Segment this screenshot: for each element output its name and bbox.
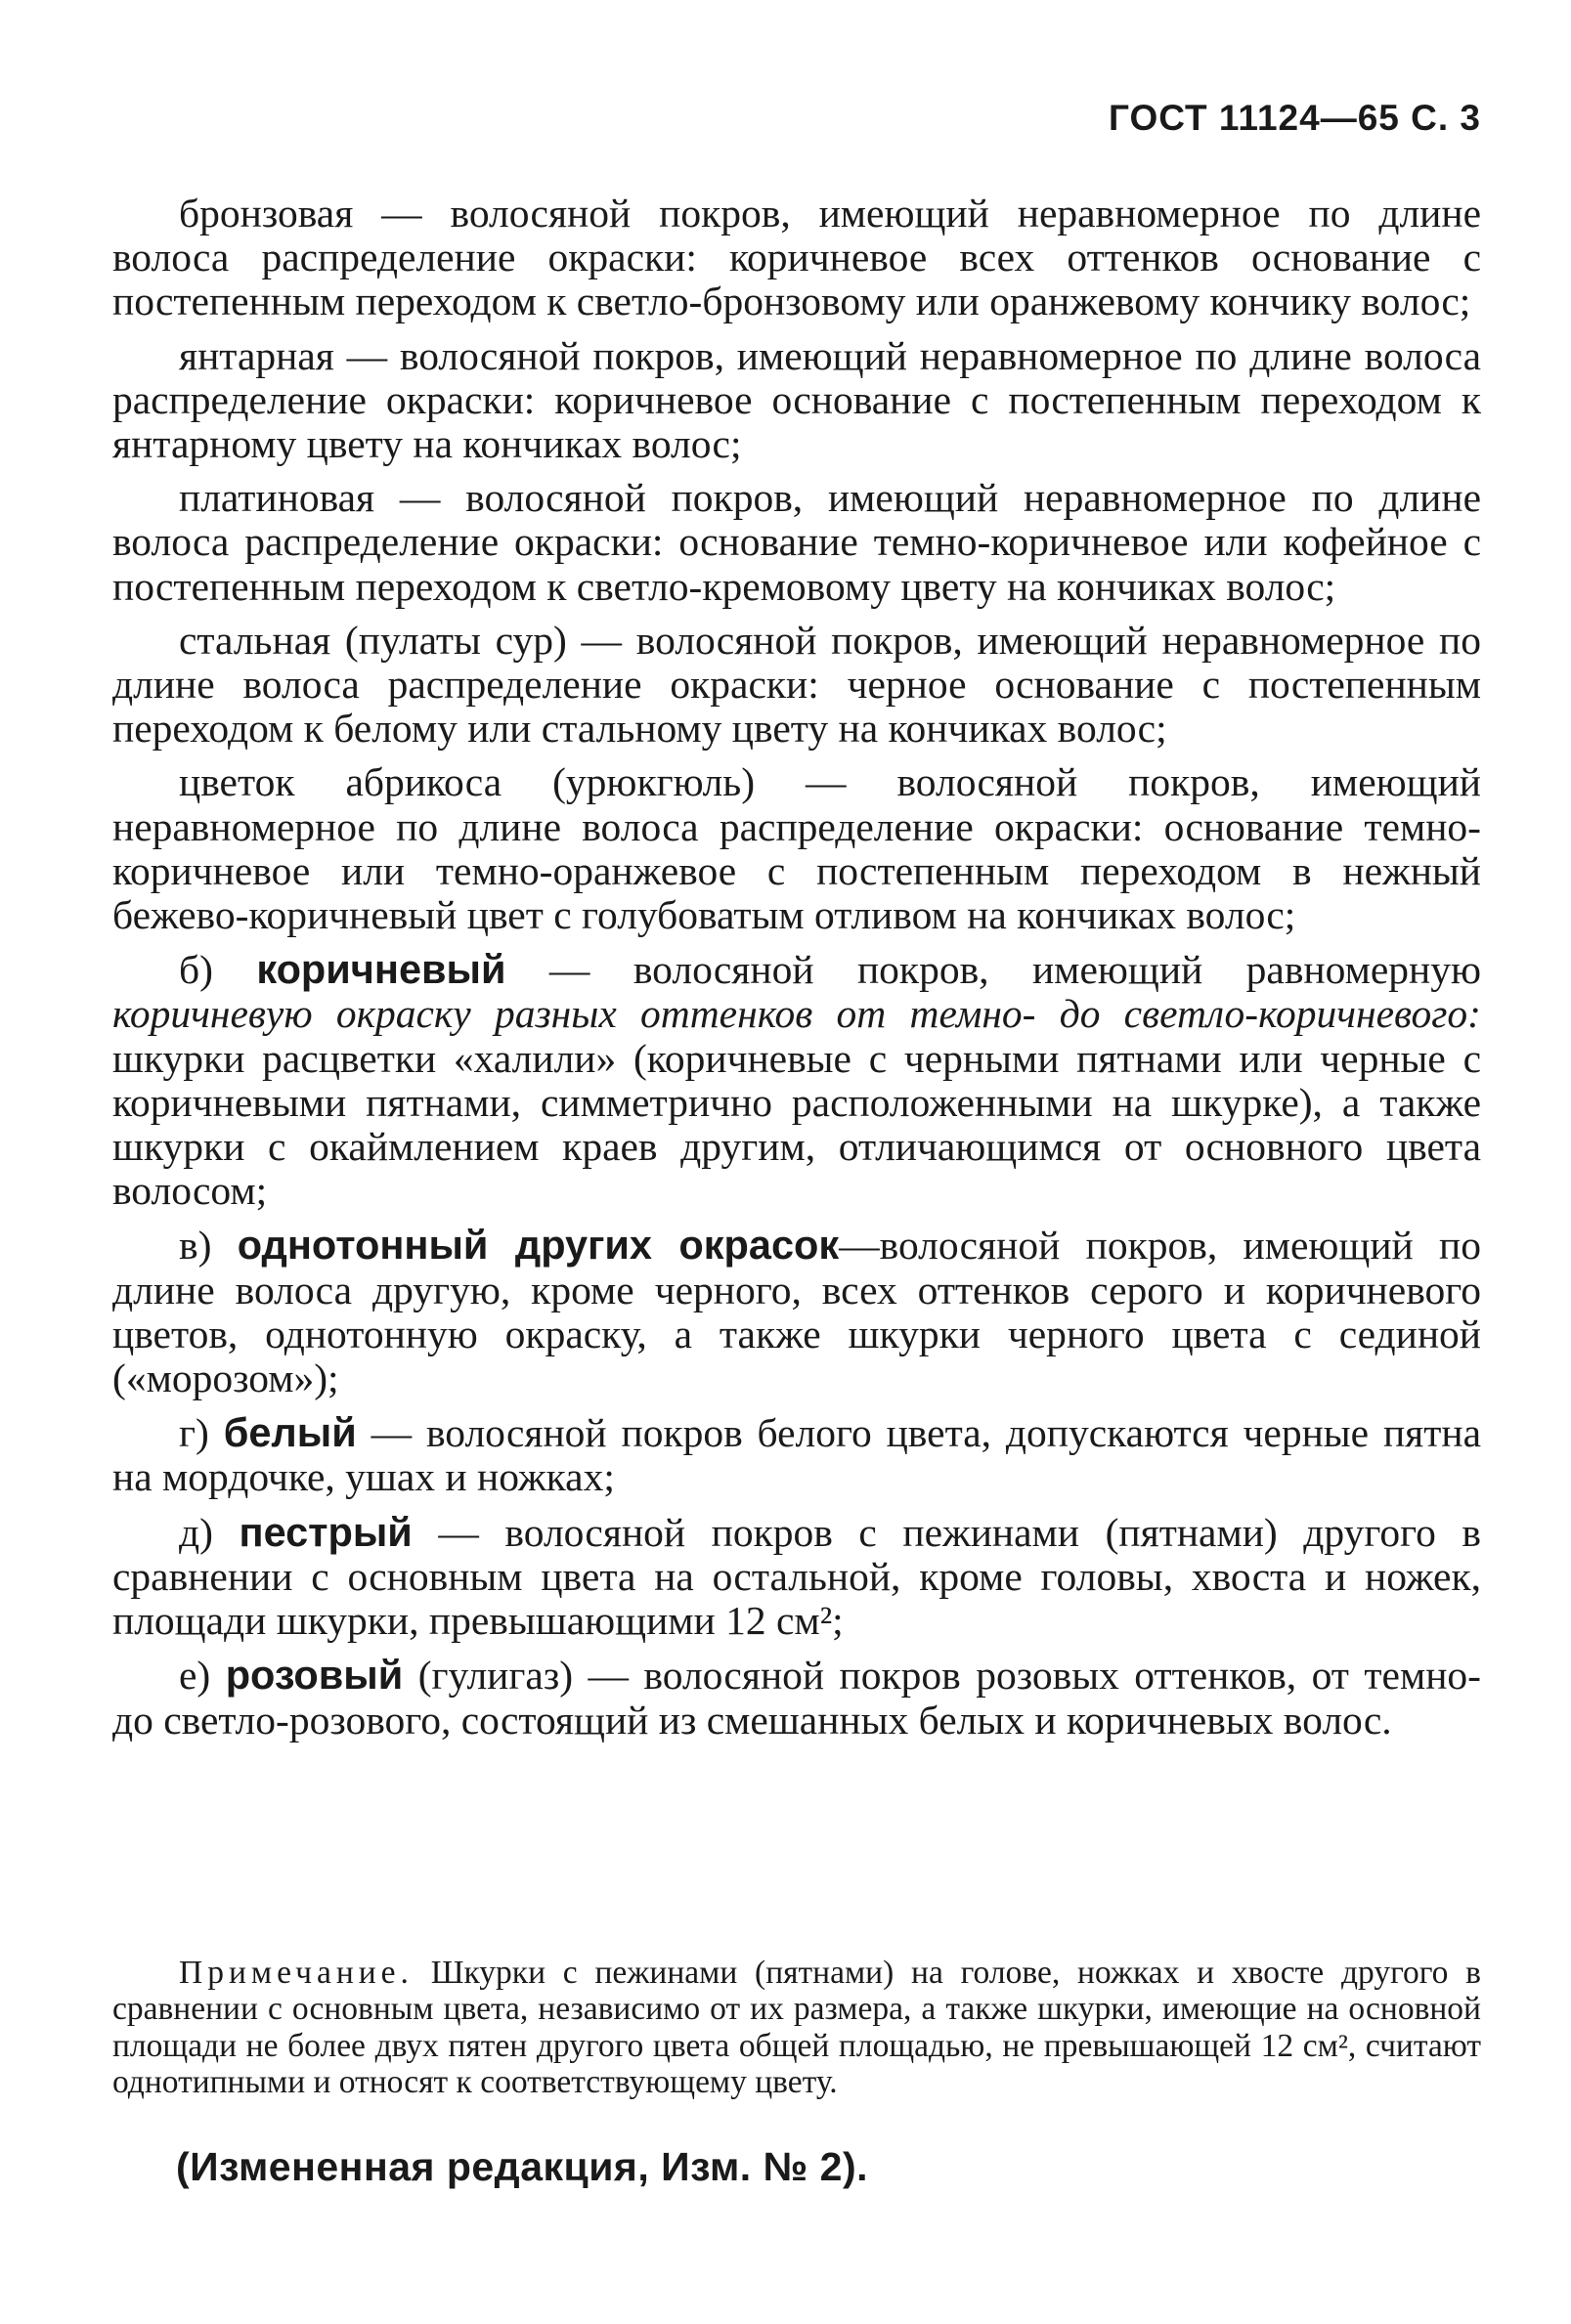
definition-monotone: —волосяной покров, имеющий по длине волоса другую, кроме черного, всех оттенков серого и коричневого цветов, однотонную окраску, а также шкурки черного цвета с сединой («морозом»); <box>112 1223 1482 1401</box>
paragraph-white <box>112 1410 1481 1499</box>
paragraph-steel <box>112 619 1481 752</box>
term-steel: стальная <box>179 617 331 663</box>
document-body <box>112 192 1481 1752</box>
definition-spotted: — волосяной покров с пежинами (пятнами) другого в сравнении с основным цвета на остальной, кроме головы, хвоста и ножек, площади шкурки, превышающими 12 см²; <box>112 1509 1481 1644</box>
item-marker-e: е) <box>179 1653 226 1699</box>
definition-platinum: — волосяной покров, имеющий неравномерное по длине волоса распределение окраски: основание темно-коричневое или кофейное с постепенным переходом к светло-кремовому цвету на кончиках волос; <box>112 475 1481 609</box>
paragraph-platinum <box>112 476 1481 609</box>
note-paragraph <box>112 1955 1481 2101</box>
definition-pink: (гулигаз) — волосяной покров розовых оттенков, от темно- до светло-розового, состоящий из смешанных белых и коричневых волос. <box>112 1653 1481 1743</box>
definition-bronze: — волосяной покров, имеющий неравномерное по длине волоса распределение окраски: коричневое всех оттенков основание с постепенным переходом к светло-бронзовому или оранжевому кончику волос; <box>112 191 1481 324</box>
term-white: белый <box>223 1409 357 1456</box>
definition-brown-part-2: шкурки расцветки «халили» (коричневые с черными пятнами или черные с коричневыми пятнами, симметрично расположенными на шкурке), а также шкурки с окаймлением краев другим, отличающимся от основного цвета волосом; <box>112 1035 1481 1214</box>
note-text: Шкурки с пежинами (пятнами) на голове, ножках и хвосте другого в сравнении с основным цвета, независимо от их размера, а также шкурки, имеющие на основной площади не более двух пятен другого цвета общей площадью, не превышающей 12 см², считают однотипными и относят к соответствующему цвету. <box>112 1955 1481 2101</box>
paragraph-amber <box>112 334 1481 467</box>
item-marker-b: б) <box>179 947 257 993</box>
paragraph-pink <box>112 1653 1481 1742</box>
paragraph-monotone <box>112 1223 1481 1400</box>
definition-steel: (пулаты сур) — волосяной покров, имеющий неравномерное по длине волоса распределение окраски: черное основание с постепенным переходом к белому или стальному цвету на кончиках волос; <box>112 617 1481 752</box>
item-marker-v: в) <box>179 1223 238 1269</box>
definition-apricot: (урюкгюль) — волосяной покров, имеющий неравномерное по длине волоса распределение окраски: основание темно-коричневое или темно-оранжевое с постепенным переходом в нежный бежево-коричневый цвет с голубоватым отливом на кончиках волос; <box>112 759 1481 938</box>
definition-amber: — волосяной покров, имеющий неравномерное по длине волоса распределение окраски: коричневое основание с постепенным переходом к янтарному цвету на кончиках волос; <box>112 332 1481 467</box>
term-monotone: однотонный других окрасок <box>237 1222 840 1269</box>
item-marker-g: г) <box>179 1410 224 1456</box>
note-label: Примечание. <box>179 1955 414 1991</box>
page-header: ГОСТ 11124—65 С. 3 <box>1108 98 1481 138</box>
paragraph-bronze <box>112 192 1481 324</box>
item-marker-d: д) <box>179 1509 240 1555</box>
term-bronze: бронзовая <box>179 191 354 236</box>
definition-white: — волосяной покров белого цвета, допускаются черные пятна на мордочке, ушах и ножках; <box>112 1410 1482 1500</box>
term-brown: коричневый <box>256 946 506 993</box>
term-amber: янтарная <box>179 332 334 378</box>
paragraph-brown <box>112 947 1481 1213</box>
paragraph-apricot <box>112 760 1481 937</box>
paragraph-spotted <box>112 1510 1481 1644</box>
term-spotted: пестрый <box>239 1508 413 1555</box>
definition-brown-part-1: — волосяной покров, имеющий равномерную <box>505 947 1481 993</box>
definition-brown-italic: коричневую окраску разных оттенков от темно- до светло-коричневого: <box>112 991 1481 1037</box>
term-platinum: платиновая <box>179 475 375 521</box>
amendment-note: (Измененная редакция, Изм. № 2). <box>176 2144 869 2189</box>
term-apricot: цветок абрикоса <box>179 759 502 805</box>
term-pink: розовый <box>225 1652 404 1699</box>
